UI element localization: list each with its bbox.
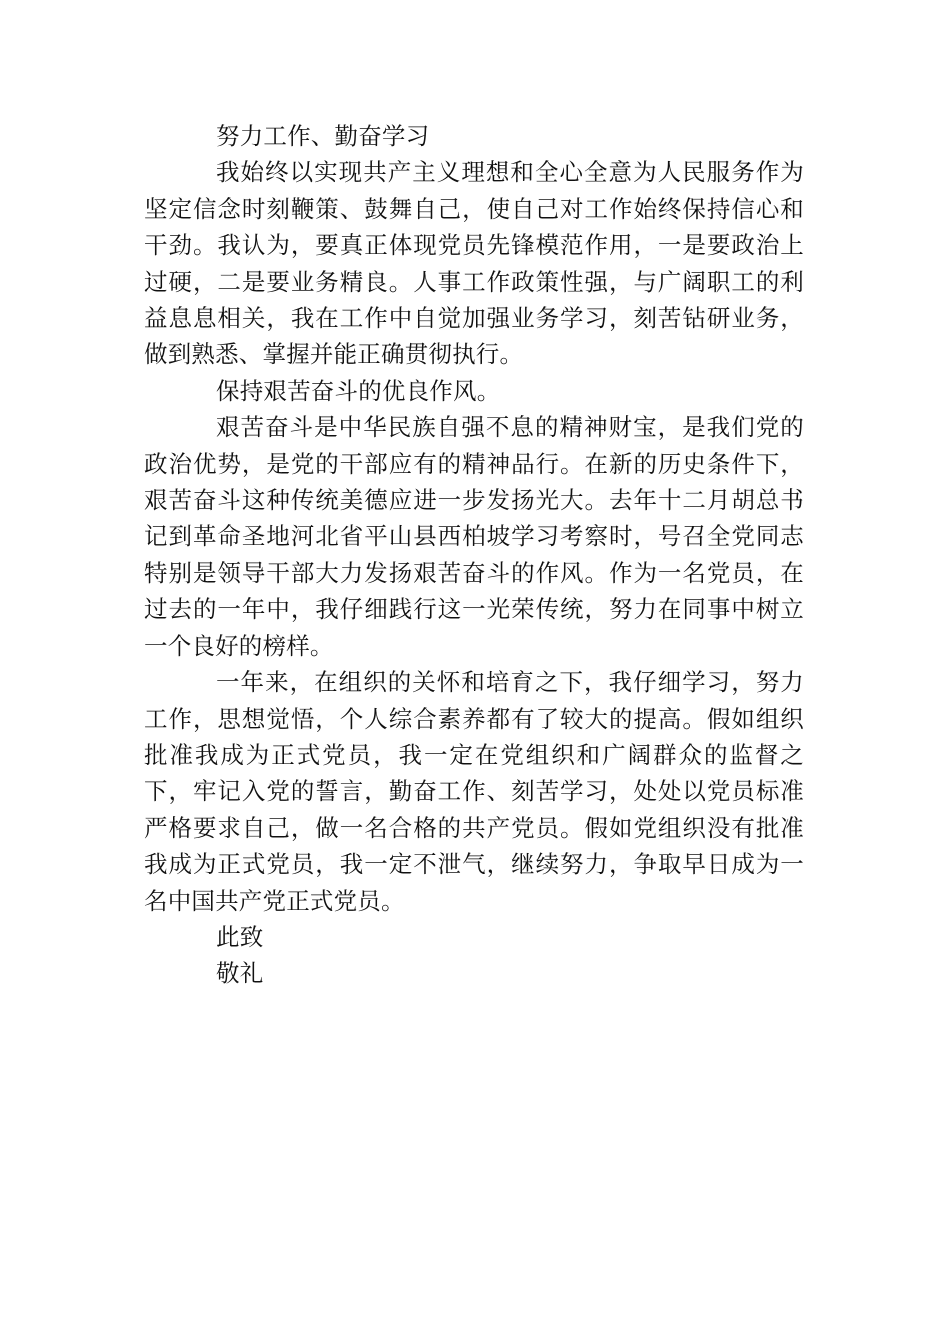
body-paragraph-hard-work: 艰苦奋斗是中华民族自强不息的精神财宝，是我们党的政治优势，是党的干部应有的精神品行。在新的历史条件下，艰苦奋斗这种传统美德应进一步发扬光大。去年十二月胡总书记到革命圣地河北省平山县西柏坡学习考察时，号召全党同志特别是领导干部大力发扬艰苦奋斗的作风。作为一名党员，在过去的一年中，我仔细践行这一光荣传统，努力在同事中树立一个良好的榜样。 (144, 413, 804, 660)
section-heading-hard-work-style: 保持艰苦奋斗的优良作风。 (216, 376, 501, 405)
section-heading-work-study: 努力工作、勤奋学习 (216, 122, 430, 150)
document-body (144, 118, 804, 992)
body-paragraph-ideals: 我始终以实现共产主义理想和全心全意为人民服务作为坚定信念时刻鞭策、鼓舞自己，使自己对工作始终保持信心和干劲。我认为，要真正体现党员先锋模范作用，一是要政治上过硬，二是要业务精良。人事工作政策性强，与广阔职工的利益息息相关，我在工作中自觉加强业务学习，刻苦钻研业务，做到熟悉、掌握并能正确贯彻执行。 (144, 158, 804, 369)
body-paragraph-summary: 一年来，在组织的关怀和培育之下，我仔细学习，努力工作，思想觉悟，个人综合素养都有了较大的提高。假如组织批准我成为正式党员，我一定在党组织和广阔群众的监督之下，牢记入党的誓言，勤奋工作、刻苦学习，处处以党员标准严格要求自己，做一名合格的共产党员。假如党组织没有批准我成为正式党员，我一定不泄气，继续努力，争取早日成为一名中国共产党正式党员。 (144, 668, 804, 915)
closing-salutation: 此致 (216, 922, 264, 951)
closing-regards: 敬礼 (216, 959, 264, 988)
